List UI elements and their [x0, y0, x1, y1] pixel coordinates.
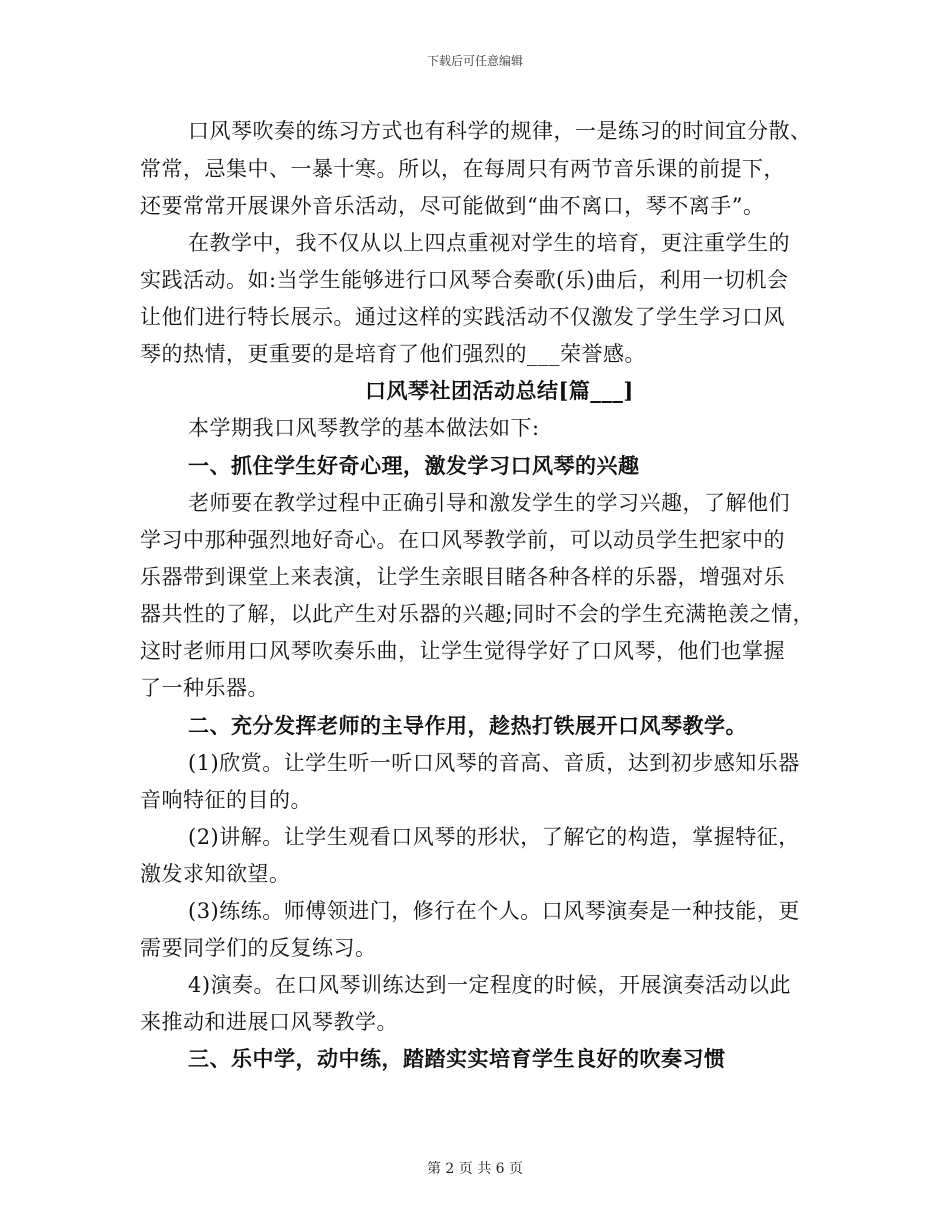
paragraph-line: 学习中那种强烈地好奇心。在口风琴教学前，可以动员学生把家中的: [140, 528, 785, 552]
paragraph-line: (1)欣赏。让学生听一听口风琴的音高、音质，达到初步感知乐器: [188, 751, 800, 775]
section-title: 口风琴社团活动总结[篇___]: [365, 378, 634, 403]
paragraph-line: 了一种乐器。: [140, 676, 269, 700]
section-heading: 一、抓住学生好奇心理，激发学习口风琴的兴趣: [188, 453, 640, 478]
section-heading: 二、充分发挥老师的主导作用，趁热打铁展开口风琴教学。: [188, 713, 747, 738]
paragraph-line: 本学期我口风琴教学的基本做法如下:: [188, 416, 540, 440]
paragraph-line: 4)演奏。在口风琴训练达到一定程度的时候，开展演奏活动以此: [188, 973, 792, 997]
page-number: 第 2 页 共 6 页: [426, 1161, 524, 1177]
paragraph-line: 乐器带到课堂上来表演，让学生亲眼目睹各种各样的乐器，增强对乐: [140, 565, 785, 589]
paragraph-line: 实践活动。如:当学生能够进行口风琴合奏歌(乐)曲后，利用一切机会: [140, 268, 789, 292]
paragraph-line: 在教学中，我不仅从以上四点重视对学生的培育，更注重学生的: [188, 231, 790, 255]
paragraph-line: 器共性的了解，以此产生对乐器的兴趣;同时不会的学生充满艳羡之情，: [140, 602, 815, 626]
paragraph-line: 激发求知欲望。: [140, 862, 291, 886]
paragraph-line: 来推动和进展口风琴教学。: [140, 1010, 398, 1034]
paragraph-line: 让他们进行特长展示。通过这样的实践活动不仅激发了学生学习口风: [140, 305, 785, 329]
paragraph-line: (3)练练。师傅领进门，修行在个人。口风琴演奏是一种技能，更: [188, 899, 800, 923]
paragraph-line: 需要同学们的反复练习。: [140, 936, 377, 960]
paragraph-line: 口风琴吹奏的练习方式也有科学的规律，一是练习的时间宜分散、: [188, 119, 812, 143]
paragraph-line: 老师要在教学过程中正确引导和激发学生的学习兴趣，了解他们: [188, 491, 790, 515]
paragraph-line: 常常，忌集中、一暴十寒。所以，在每周只有两节音乐课的前提下，: [140, 157, 785, 181]
paragraph-line: (2)讲解。让学生观看口风琴的形状，了解它的构造，掌握特征，: [188, 825, 800, 849]
paragraph-line: 这时老师用口风琴吹奏乐曲，让学生觉得学好了口风琴，他们也掌握: [140, 639, 785, 663]
paragraph-line: 琴的热情，更重要的是培育了他们强烈的___荣誉感。: [140, 342, 646, 366]
paragraph-line: 音响特征的目的。: [140, 788, 312, 812]
paragraph-line: 还要常常开展课外音乐活动，尽可能做到“曲不离口，琴不离手”。: [140, 194, 765, 218]
section-heading: 三、乐中学，动中练，踏踏实实培育学生良好的吹奏习惯: [188, 1046, 726, 1071]
page-header: 下载后可任意编辑: [426, 54, 523, 68]
